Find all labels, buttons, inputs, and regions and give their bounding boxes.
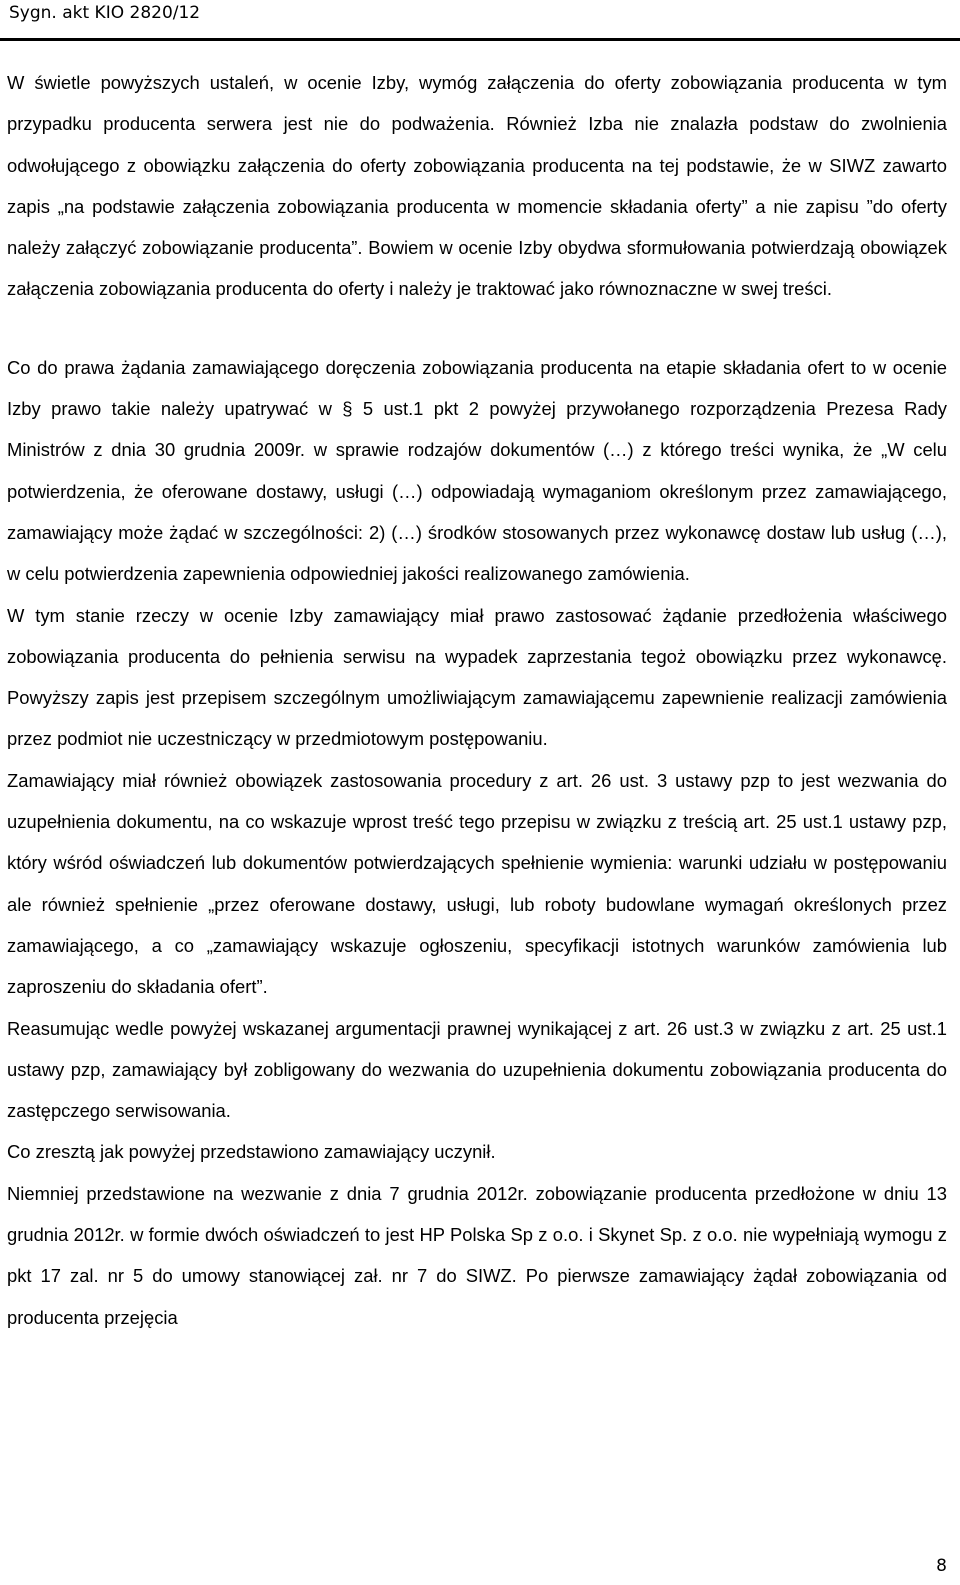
paragraph-7: Niemniej przedstawione na wezwanie z dnia 7 grudnia 2012r. zobowiązanie producenta przedłożone w dniu 13 grudnia 2012r. w formie dwóch oświadczeń to jest HP Polska Sp z o.o. i Skynet Sp. z o.o. nie wypełniają wymogu z pkt 17 zal. nr 5 do umowy stanowiącej zał. nr 7 do SIWZ. Po pierwsze zamawiający żądał zobowiązania od producenta przejęcia bbox=[7, 1182, 947, 1328]
document-body bbox=[7, 62, 947, 1338]
paragraph-1: W świetle powyższych ustaleń, w ocenie Izby, wymóg załączenia do oferty zobowiązania producenta w tym przypadku producenta serwera jest nie do podważenia. Również Izba nie znalazła podstaw do zwolnienia odwołującego z obowiązku załączenia do oferty zobowiązania producenta na tej podstawie, że w SIWZ zawarto zapis „na podstawie załączenia zobowiązania producenta w momencie składania oferty” a nie zapisu ”do oferty należy załączyć zobowiązanie producenta”. Bowiem w ocenie Izby obydwa sformułowania potwierdzają obowiązek załączenia zobowiązania producenta do oferty i należy je traktować jako równoznaczne w swej treści. bbox=[7, 72, 947, 300]
paragraph-2: Co do prawa żądania zamawiającego doręczenia zobowiązania producenta na etapie składania ofert to w ocenie Izby prawo takie należy upatrywać w § 5 ust.1 pkt 2 powyżej przywołanego rozporządzenia Prezesa Rady Ministrów z dnia 30 grudnia 2009r. w sprawie rodzajów dokumentów (…) z którego treści wynika, że „W celu potwierdzenia, że oferowane dostawy, usługi (…) odpowiadają wymaganiom określonym przez zamawiającego, zamawiający może żądać w szczególności: 2) (…) środków stosowanych przez wykonawcę dostaw lub usług (…), w celu potwierdzenia zapewnienia odpowiedniej jakości realizowanego zamówienia. bbox=[7, 356, 947, 585]
paragraph-6: Co zresztą jak powyżej przedstawiono zamawiający uczynił. bbox=[7, 1141, 496, 1163]
paragraph-5: Reasumując wedle powyżej wskazanej argumentacji prawnej wynikającej z art. 26 ust.3 w związku z art. 25 ust.1 ustawy pzp, zamawiający był zobligowany do wezwania do uzupełnienia dokumentu zobowiązania producenta do zastępczego serwisowania. bbox=[7, 1017, 947, 1122]
paragraph-3: W tym stanie rzeczy w ocenie Izby zamawiający miał prawo zastosować żądanie przedłożenia właściwego zobowiązania producenta do pełnienia serwisu na wypadek zaprzestania tegoż obowiązku przez wykonawcę. Powyższy zapis jest przepisem szczególnym umożliwiającym zamawiającemu zapewnienie realizacji zamówienia przez podmiot nie uczestniczący w przedmiotowym postępowaniu. bbox=[7, 604, 947, 750]
page-number: 8 bbox=[936, 1556, 947, 1576]
header-divider bbox=[0, 38, 960, 41]
case-reference-header: Sygn. akt KIO 2820/12 bbox=[9, 3, 201, 23]
paragraph-4: Zamawiający miał również obowiązek zastosowania procedury z art. 26 ust. 3 ustawy pzp to jest wezwania do uzupełnienia dokumentu, na co wskazuje wprost treść tego przepisu w związku z treścią art. 25 ust.1 ustawy pzp, który wśród oświadczeń lub dokumentów potwierdzających spełnienie wymienia: warunki udziału w postępowaniu ale również spełnienie „przez oferowane dostawy, usługi, lub roboty budowlane wymagań określonych przez zamawiającego, a co „zamawiający wskazuje ogłoszeniu, specyfikacji istotnych warunków zamówienia lub zaproszeniu do składania ofert”. bbox=[7, 769, 947, 998]
